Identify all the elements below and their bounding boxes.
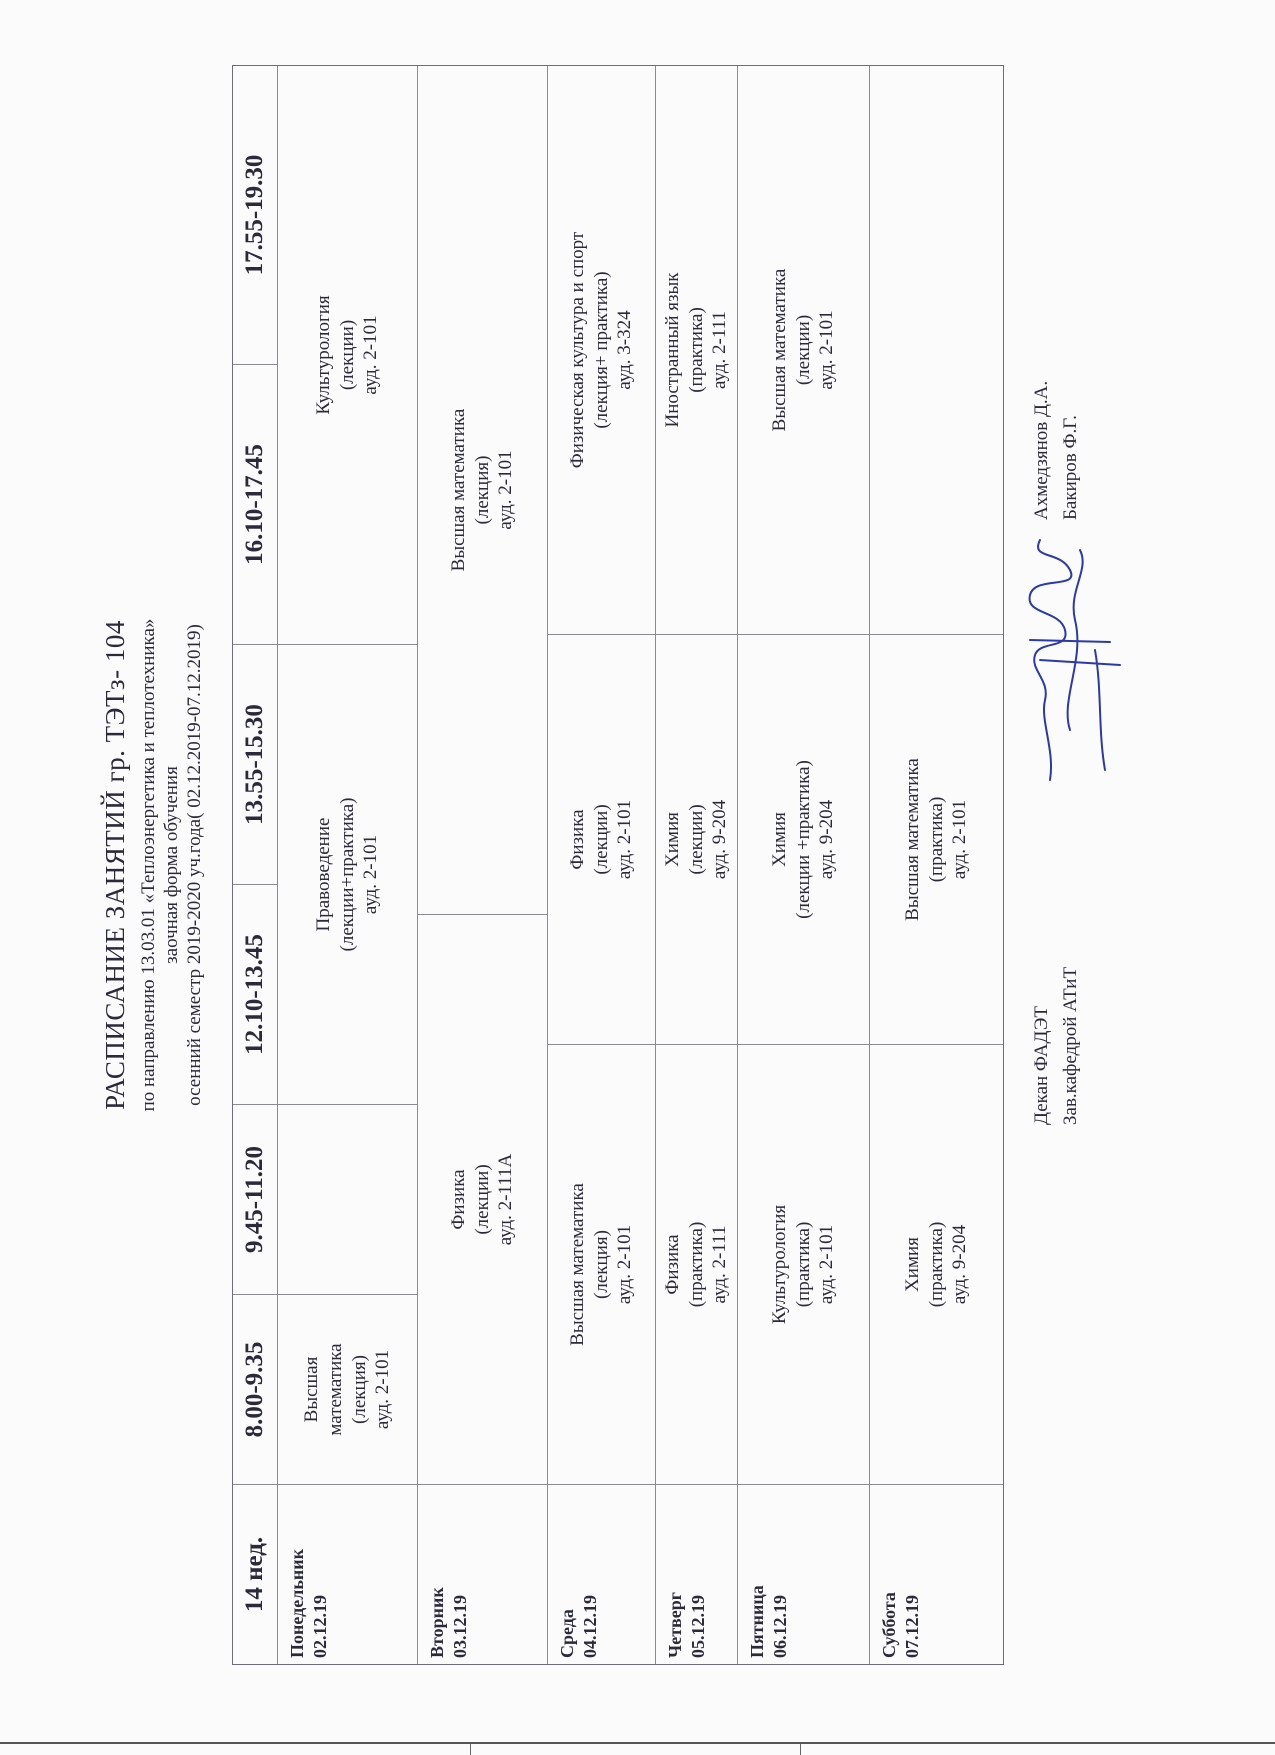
empty-cell: [278, 1104, 418, 1294]
lesson-type: (практика): [925, 796, 947, 883]
lesson-room: ауд. 9-204: [949, 1224, 971, 1305]
lesson-cell: [548, 1044, 656, 1484]
lesson-subject: Химия: [901, 1237, 923, 1292]
lesson-room: ауд. 2-101: [360, 834, 382, 915]
day-tuesday: [418, 1484, 548, 1664]
lesson-type: (лекции): [685, 804, 707, 875]
lesson-cell: [418, 66, 548, 914]
lesson-room: ауд. 2-101: [360, 315, 382, 395]
lesson-type: (лекции): [336, 319, 358, 391]
semester-line: осенний семестр 2019-2020 уч.года( 02.12.2019-07.12.2019): [184, 624, 205, 1106]
lesson-cell: [418, 914, 548, 1484]
schedule-sheet: [60, 25, 1220, 1705]
lesson-type: (лекция): [590, 1230, 612, 1299]
lesson-subject: Культурология: [312, 295, 334, 415]
lesson-cell: [870, 1044, 1003, 1484]
day-friday: [738, 1484, 870, 1664]
lesson-type: (практика): [685, 307, 707, 393]
week-label: 14 нед.: [233, 1484, 278, 1664]
time-slot-1: 8.00-9.35: [233, 1294, 278, 1484]
lesson-type: (лекции +практика): [792, 760, 814, 919]
lesson-type: (практика): [792, 1221, 814, 1308]
day-name: Четверг: [665, 1592, 685, 1658]
lesson-subject: Физика: [661, 1234, 683, 1295]
dean-name: Ахмедзянов Д.А.: [1031, 380, 1052, 520]
head-name: Бакиров Ф.Г.: [1059, 415, 1081, 520]
lesson-type: (лекция): [471, 455, 493, 525]
day-monday: [278, 1484, 418, 1664]
direction-line: по направлению 13.03.01 «Теплоэнергетика и теплотехника»: [138, 618, 159, 1112]
lesson-cell: [656, 1044, 738, 1484]
lesson-subject: Химия: [768, 812, 790, 867]
lesson-type: (лекции): [590, 804, 612, 875]
lesson-cell: [548, 634, 656, 1044]
lesson-cell: [278, 66, 418, 644]
lesson-room: ауд. 2-111: [709, 1225, 731, 1304]
lesson-subject: Высшая: [301, 1356, 322, 1423]
time-slot-2: 9.45-11.20: [233, 1104, 278, 1294]
day-saturday: [870, 1484, 1003, 1664]
lesson-room: ауд. 2-101: [949, 799, 971, 880]
day-date: 03.12.19: [449, 1595, 470, 1658]
lesson-subject: Физическая культура и спорт: [566, 231, 588, 469]
page-edge-tick: [470, 1744, 471, 1755]
page-edge-tick: [800, 1744, 801, 1755]
signatory-names: [1028, 381, 1085, 520]
lesson-room: ауд. 2-101: [495, 450, 517, 530]
schedule-title: РАСПИСАНИЕ ЗАНЯТИЙ гр. ТЭТз- 104: [100, 620, 130, 1110]
lesson-type: (лекция): [348, 1355, 370, 1424]
lesson-subject: Высшая математика: [447, 408, 469, 572]
lesson-type: (лекции+практика): [336, 797, 358, 952]
lesson-type: (практика): [685, 1221, 707, 1308]
signatory-titles: [1028, 967, 1085, 1125]
lesson-type: (лекции): [792, 314, 814, 386]
lesson-subject: Культурология: [768, 1204, 790, 1325]
day-name: Понедельник: [287, 1549, 307, 1658]
dean-title: Декан ФАДЭТ: [1031, 1005, 1052, 1125]
lesson-cell: [656, 634, 738, 1044]
lesson-cell: [278, 1294, 418, 1484]
lesson-cell: [656, 66, 738, 634]
day-thursday: [656, 1484, 738, 1664]
lesson-subject: Иностранный язык: [661, 272, 683, 428]
day-date: 05.12.19: [687, 1595, 708, 1658]
page-edge-line: [0, 1742, 1275, 1744]
lesson-room: ауд. 2-101: [816, 1224, 838, 1305]
lesson-room: ауд. 9-204: [709, 799, 731, 880]
lesson-room: ауд. 2-111: [709, 311, 731, 389]
day-name: Пятница: [747, 1585, 767, 1658]
lesson-cell: [738, 634, 870, 1044]
day-name: Суббота: [879, 1592, 899, 1658]
lesson-cell: [738, 1044, 870, 1484]
lesson-type: (практика): [925, 1221, 947, 1308]
lesson-cell: [278, 644, 418, 1104]
empty-cell: [870, 66, 1003, 634]
lesson-subject: Высшая математика: [768, 268, 790, 432]
time-slot-3: 12.10-13.45: [233, 884, 278, 1104]
lesson-room: ауд. 3-324: [614, 310, 636, 390]
lesson-type: (лекция+ практика): [590, 271, 612, 429]
lesson-subject: Высшая математика: [566, 1183, 588, 1346]
handwritten-signature: [1010, 520, 1125, 790]
lesson-room: ауд. 2-111А: [495, 1153, 517, 1246]
lesson-cell: [870, 634, 1003, 1044]
day-date: 04.12.19: [579, 1595, 600, 1658]
day-name: Вторник: [427, 1587, 447, 1658]
lesson-subject: Химия: [661, 812, 683, 867]
day-date: 06.12.19: [769, 1595, 790, 1658]
lesson-room: ауд. 9-204: [816, 799, 838, 880]
schedule-table: [232, 65, 1004, 1665]
lesson-type: (лекции): [471, 1164, 493, 1235]
lesson-subject: Высшая математика: [901, 758, 923, 921]
day-date: 02.12.19: [309, 1595, 330, 1658]
time-slot-5: 16.10-17.45: [233, 364, 278, 644]
study-form-line: заочная форма обучения: [161, 766, 182, 964]
lesson-subject: Физика: [566, 809, 588, 870]
head-title: Зав.кафедрой АТиТ: [1059, 966, 1081, 1125]
day-wednesday: [548, 1484, 656, 1664]
lesson-room: ауд. 2-101: [372, 1349, 394, 1430]
lesson-cell: [738, 66, 870, 634]
time-slot-4: 13.55-15.30: [233, 644, 278, 884]
time-slot-6: 17.55-19.30: [233, 66, 278, 364]
lesson-subject: Физика: [447, 1169, 469, 1230]
lesson-room: ауд. 2-101: [816, 310, 838, 390]
lesson-cell: [548, 66, 656, 634]
lesson-room: ауд. 2-101: [614, 1224, 636, 1305]
day-name: Среда: [557, 1609, 577, 1658]
lesson-subject: математика: [324, 1343, 346, 1436]
lesson-subject: Правоведение: [312, 817, 334, 932]
lesson-room: ауд. 2-101: [614, 799, 636, 880]
day-date: 07.12.19: [901, 1595, 922, 1658]
